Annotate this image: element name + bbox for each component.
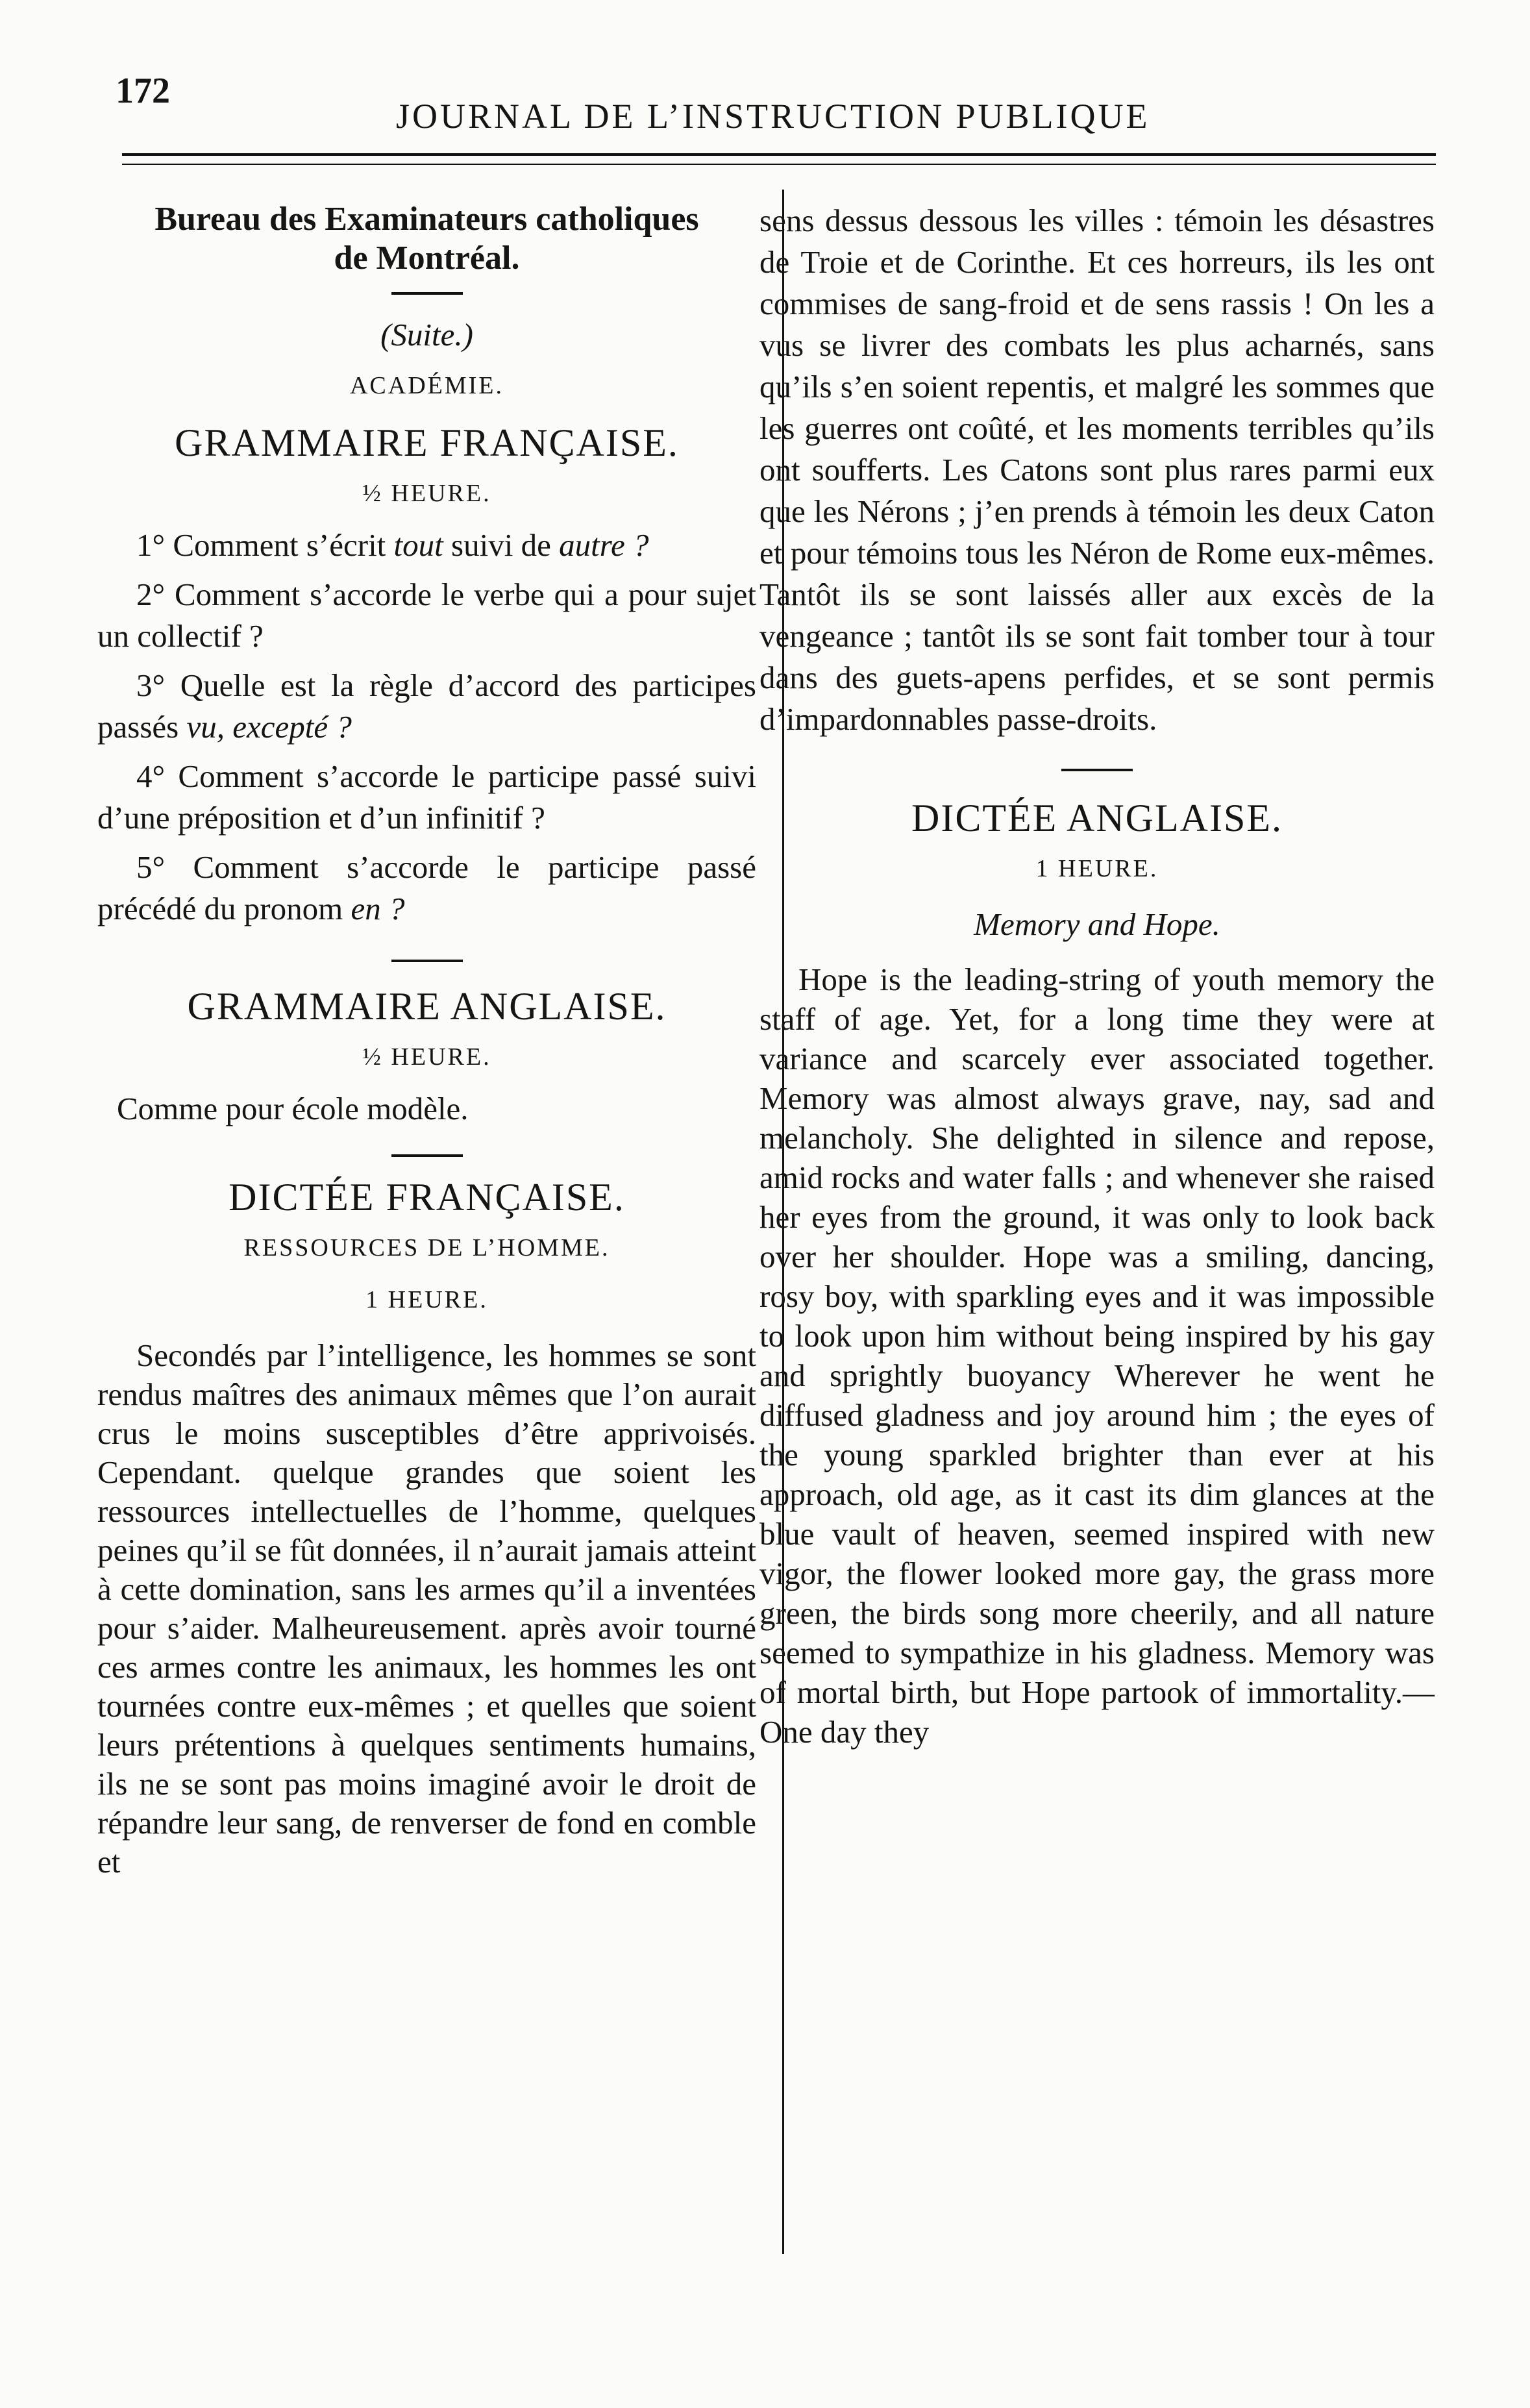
- suite-label: (Suite.): [380, 317, 473, 353]
- dictee-francaise-continuation: sens dessus dessous les villes : témoin les désastres de Troie et de Corinthe. Et ces horreurs, ils les ont commises de sang-froid et de sens rassis ! On les a vus se livrer des combats les plus acharnés, sans qu’ils s’en soient repentis, et malgré les sommes que les guerres ont coûté, et les moments terribles qu’ils ont soufferts. Les Catons sont plus rares parmi eux que les Nérons ; j’en prends à témoin les deux Caton et pour témoins tous les Néron de Rome eux-mêmes. Tantôt ils se sont laissés aller aux excès de la vengeance ; tantôt ils se sont fait tomber tour à tour dans des guets-apens perfides, et se sont permis d’impardonnables passe-droits.: [759, 203, 1435, 737]
- dictee-francaise-title: DICTÉE FRANÇAISE.: [228, 1176, 625, 1219]
- running-title: JOURNAL DE L’INSTRUCTION PUBLIQUE: [396, 97, 1150, 136]
- page-number: 172: [116, 71, 170, 111]
- dictee-anglaise-subtitle: Memory and Hope.: [974, 906, 1220, 942]
- grammaire-anglaise-duration: ½ HEURE.: [362, 1043, 491, 1071]
- header-rule: [122, 153, 1436, 156]
- grammaire-francaise-duration: ½ HEURE.: [362, 480, 491, 507]
- section-divider: [391, 292, 463, 295]
- grammaire-francaise-title: GRAMMAIRE FRANÇAISE.: [175, 421, 679, 464]
- bureau-title-line-1: Bureau des Examinateurs catholiques: [154, 201, 699, 238]
- dictee-francaise-subtitle: RESSOURCES DE L’HOMME.: [243, 1234, 610, 1261]
- right-column: [759, 200, 1435, 1752]
- question-3: 3° Quelle est la règle d’accord des participes passés vu, excepté ?: [97, 667, 756, 745]
- dictee-anglaise-text: Hope is the leading-string of youth memory the staff of age. Yet, for a long time they were at variance and scarcely ever associated together. Memory was almost always grave, nay, sad and melancholy. She delighted in silence and repose, amid rocks and water falls ; and whenever she raised her eyes from the ground, it was only to look back over her shoulder. Hope was a smiling, dancing, rosy boy, with sparkling eyes and it was impossible to look upon him without being inspired by his gay and sprightly buoyancy Wherever he went he diffused gladness and joy around him ; the eyes of the young sparkled brighter than ever at his approach, old age, as it cast its dim glances at the blue vault of heaven, seemed inspired with new vigor, the flower looked more gay, the grass more green, the birds song more cheerily, and all nature seemed to sympathize in his gladness. Memory was of mortal birth, but Hope partook of immortality.—One day they: [759, 962, 1435, 1750]
- section-divider: [391, 1154, 463, 1157]
- left-column: [97, 200, 756, 1881]
- section-divider: [391, 960, 463, 962]
- bureau-title: [97, 200, 756, 278]
- question-4: 4° Comment s’accorde le participe passé suivi d’une préposition et d’un infinitif ?: [97, 758, 756, 836]
- bureau-title-line-2: de Montréal.: [334, 240, 520, 277]
- dictee-anglaise-duration: 1 HEURE.: [1035, 855, 1159, 882]
- header-rule-thin: [122, 164, 1436, 165]
- dictee-francaise-duration: 1 HEURE.: [365, 1286, 488, 1313]
- grammaire-anglaise-text: Comme pour école modèle.: [117, 1091, 469, 1126]
- question-1: 1° Comment s’écrit tout suivi de autre ?: [136, 527, 649, 563]
- question-2: 2° Comment s’accorde le verbe qui a pour sujet un collectif ?: [97, 577, 756, 654]
- dictee-anglaise-title: DICTÉE ANGLAISE.: [911, 797, 1283, 839]
- academie-label: ACADÉMIE.: [349, 372, 504, 399]
- section-divider: [1061, 769, 1133, 771]
- dictee-francaise-text: Secondés par l’intelligence, les hommes se sont rendus maîtres des animaux mêmes que l’on aurait crus le moins susceptibles d’être apprivoisés. Cependant. quelque grandes que soient les ressources intellectuelles de l’homme, quelques peines qu’il se fût données, il n’aurait jamais atteint à cette domination, sans les armes qu’il a inventées pour s’aider. Malheureusement. après avoir tourné ces armes contre les animaux, les hommes les ont tournées contre eux-mêmes ; et quelles que soient leurs prétentions à quelques sentiments humains, ils ne se sont pas moins imaginé avoir le droit de répandre leur sang, de renverser de fond en comble et: [97, 1337, 756, 1880]
- question-5: 5° Comment s’accorde le participe passé précédé du pronom en ?: [97, 849, 756, 926]
- grammaire-anglaise-title: GRAMMAIRE ANGLAISE.: [187, 985, 667, 1028]
